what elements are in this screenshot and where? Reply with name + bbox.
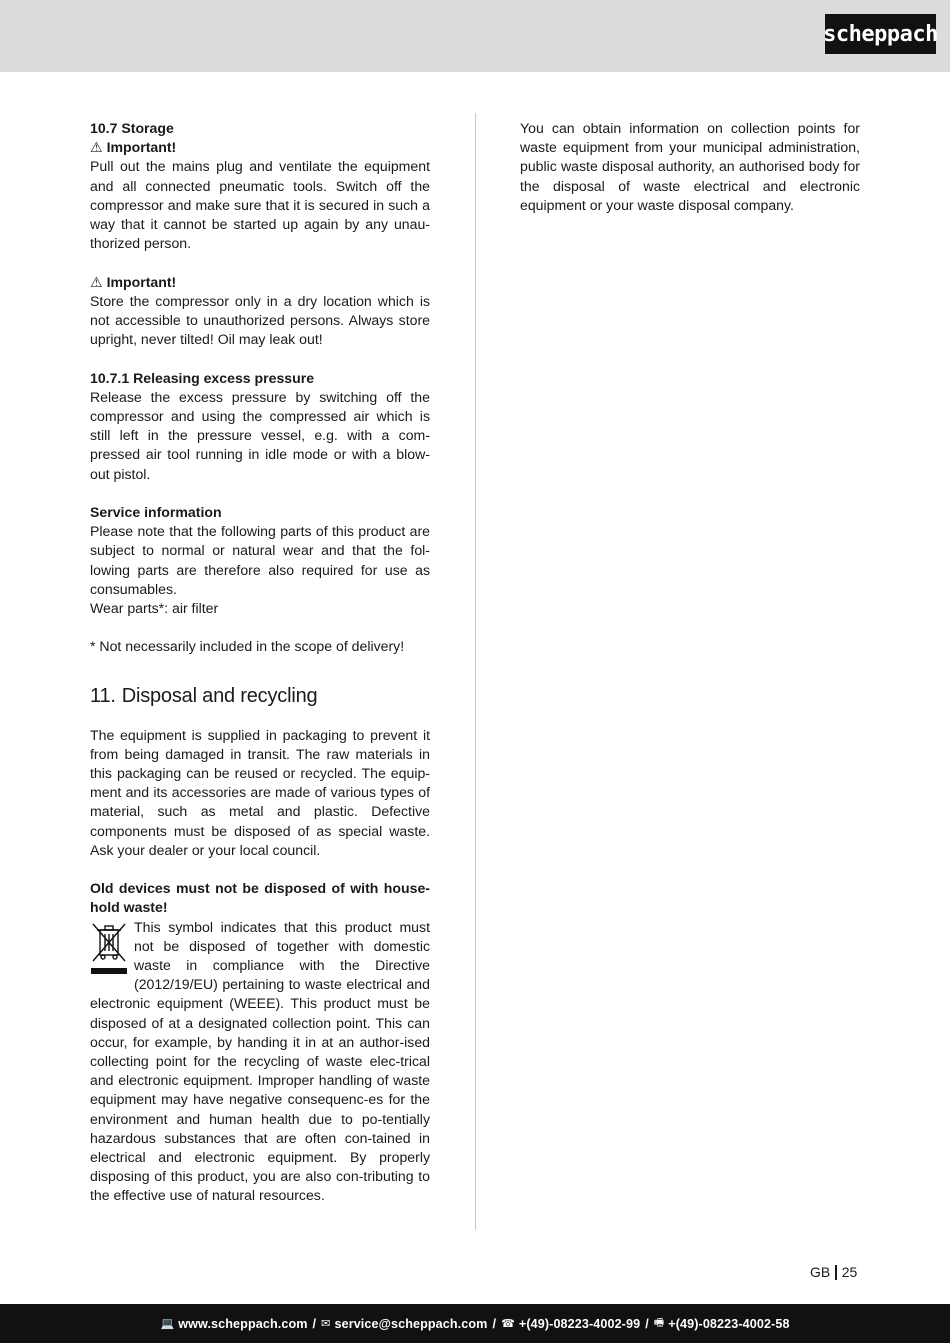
service-heading: Service information (90, 504, 222, 521)
collection-points-text: You can obtain information on collection points for waste equipment from your municipal administration, public waste disposal authority, an authorised body for the disposal of waste electrical and electronic equipment or your waste disposal company. (520, 120, 860, 213)
email-icon: ✉ (321, 1318, 331, 1330)
disposal-text: The equipment is supplied in packaging to prevent it from being damaged in transit. The raw materials in this packaging can be reused or recycled. The equip-ment and its accessories are made of various types of material, such as metal and plastic. Defective components must be disposed of as special waste. Ask your dealer or your local council. (90, 726, 430, 858)
footer-bar (0, 1304, 950, 1343)
footer-separator: / (492, 1316, 497, 1331)
right-column (520, 119, 860, 215)
important-text-2: Store the compressor only in a dry location which is not accessible to unauthorized persons. Always store upright, never tilted! Oil may leak out! (90, 292, 430, 348)
storage-heading: 10.7 Storage (90, 120, 174, 136)
logo-text: scheppach (823, 21, 938, 47)
footer-email[interactable]: service@scheppach.com (334, 1316, 488, 1331)
page-number (810, 1264, 857, 1280)
warning-icon: ⚠ (90, 139, 103, 156)
brand-logo (825, 14, 936, 54)
page-language: GB (810, 1264, 831, 1280)
service-text: Please note that the following parts of this product are subject to normal or natural wear and that the fol-lowing parts are therefore also required for use as consumables. (90, 523, 430, 597)
left-column (90, 119, 430, 1206)
important-notice-2 (90, 273, 430, 292)
wear-parts: Wear parts*: air filter (90, 600, 219, 617)
footer-fax: +(49)-08223-4002-58 (668, 1316, 790, 1331)
footer-website[interactable]: www.scheppach.com (178, 1316, 308, 1331)
weee-crossed-bin-icon (90, 921, 128, 977)
section-number: 11. (90, 684, 116, 707)
footnote: * Not necessarily included in the scope of delivery! (90, 638, 405, 655)
footer-separator: / (312, 1316, 317, 1331)
header-band (0, 0, 950, 72)
important-text-1: Pull out the mains plug and ventilate the equipment and all connected pneumatic tools. Switch off the compressor and make sure that it is secured in such a way that it cannot be started up again by any unau-thorized person. (90, 158, 430, 252)
page-number-value: 25 (841, 1264, 858, 1280)
weee-text: This symbol indicates that this product must not be disposed of together with domestic waste in compliance with the Directive (2012/19/EU) pertaining to waste electrical and electronic equipment (WEEE). This product must be disposed of at a designated collection point. This can occur, for example, by handing it in at an author-ised collecting point for the recycling of waste elec-trical and electronic equipment. Improper handling of waste equipment may have negative consequenc-es for the environment and human health due to po-tentially hazardous substances that are often con-tained in electrical and electronic equipment. By properly disposing of this product, you are also con-tributing to the effective use of natural resources. (90, 918, 430, 1204)
important-label: Important! (106, 273, 177, 290)
important-notice-1 (90, 138, 430, 157)
section-heading (90, 684, 430, 708)
section-title: Disposal and recycling (121, 684, 318, 707)
old-devices-heading: Old devices must not be disposed of with house-hold waste! (90, 880, 430, 916)
pressure-text: Release the excess pressure by switching off the compressor and using the compressed air which is still left in the pressure vessel, e.g. with a com-pressed air tool running in idle mode or with a blow-out pistol. (90, 388, 430, 482)
phone-icon: ☎ (501, 1318, 515, 1330)
column-divider (475, 113, 476, 1230)
pressure-heading: 10.7.1 Releasing excess pressure (90, 369, 315, 386)
warning-icon: ⚠ (90, 273, 103, 290)
page-separator (835, 1265, 837, 1280)
fax-icon: 🖷 (653, 1317, 665, 1329)
footer-phone: +(49)-08223-4002-99 (518, 1316, 641, 1331)
footer-separator: / (645, 1316, 649, 1331)
computer-icon: 💻 (160, 1318, 175, 1330)
important-label: Important! (106, 139, 177, 156)
